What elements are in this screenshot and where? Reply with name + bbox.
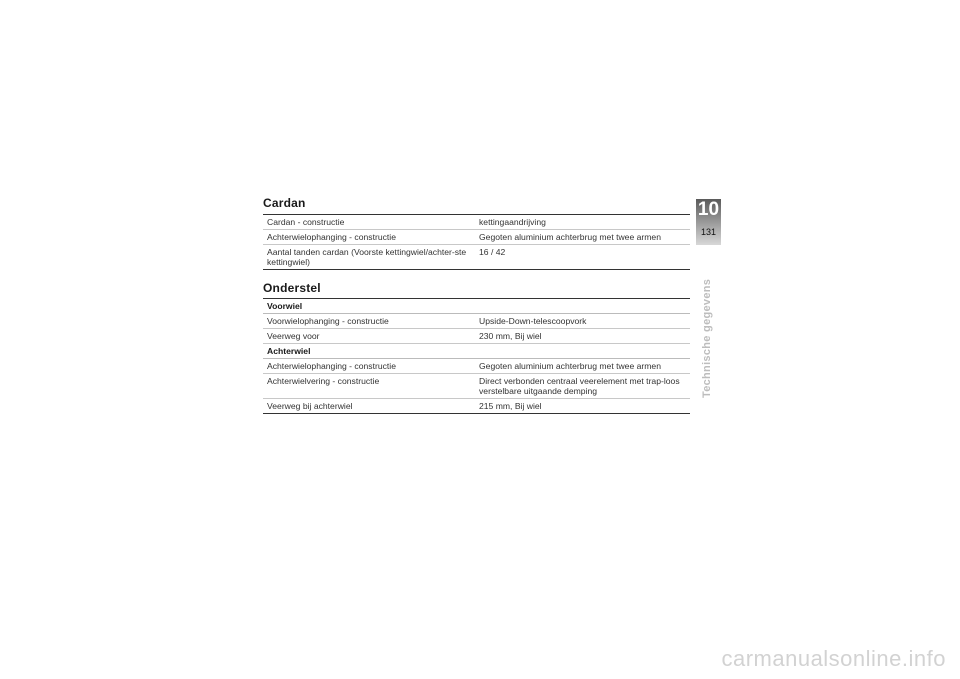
spec-label: Aantal tanden cardan (Voorste kettingwiel/achter-ste kettingwiel) (263, 245, 475, 270)
chapter-number: 10 (697, 199, 720, 220)
table-row (263, 329, 690, 344)
spec-label: Achterwielvering - constructie (263, 374, 475, 399)
spec-value: Direct verbonden centraal veerelement met trap-loos verstelbare uitgaande demping (475, 374, 690, 399)
spec-label: Cardan - constructie (263, 215, 475, 230)
section-title-onderstel: Onderstel (263, 281, 321, 295)
onderstel-spec-table (263, 298, 690, 414)
table-row (263, 215, 690, 230)
spec-value: Gegoten aluminium achterbrug met twee armen (475, 230, 690, 245)
chapter-tab (696, 199, 721, 245)
table-row (263, 374, 690, 399)
spec-label: Achterwielophanging - constructie (263, 359, 475, 374)
section-title-cardan: Cardan (263, 196, 306, 210)
spec-label: Veerweg voor (263, 329, 475, 344)
table-row (263, 314, 690, 329)
spec-value: 16 / 42 (475, 245, 690, 270)
watermark: carmanualsonline.info (721, 646, 946, 671)
spec-value: kettingaandrijving (475, 215, 690, 230)
table-row (263, 399, 690, 414)
cardan-spec-table (263, 214, 690, 270)
table-row (263, 230, 690, 245)
spec-value: 215 mm, Bij wiel (475, 399, 690, 414)
table-row (263, 245, 690, 270)
subsection-heading-voorwiel: Voorwiel (263, 299, 690, 314)
spec-label: Voorwielophanging - constructie (263, 314, 475, 329)
chapter-side-label: Technische gegevens (701, 278, 713, 398)
spec-label: Achterwielophanging - constructie (263, 230, 475, 245)
page-number: 131 (700, 227, 717, 237)
spec-value: Gegoten aluminium achterbrug met twee armen (475, 359, 690, 374)
subsection-heading-row (263, 344, 690, 359)
spec-value: Upside-Down-telescoopvork (475, 314, 690, 329)
table-row (263, 359, 690, 374)
spec-value: 230 mm, Bij wiel (475, 329, 690, 344)
subsection-heading-row (263, 299, 690, 314)
spec-label: Veerweg bij achterwiel (263, 399, 475, 414)
subsection-heading-achterwiel: Achterwiel (263, 344, 690, 359)
